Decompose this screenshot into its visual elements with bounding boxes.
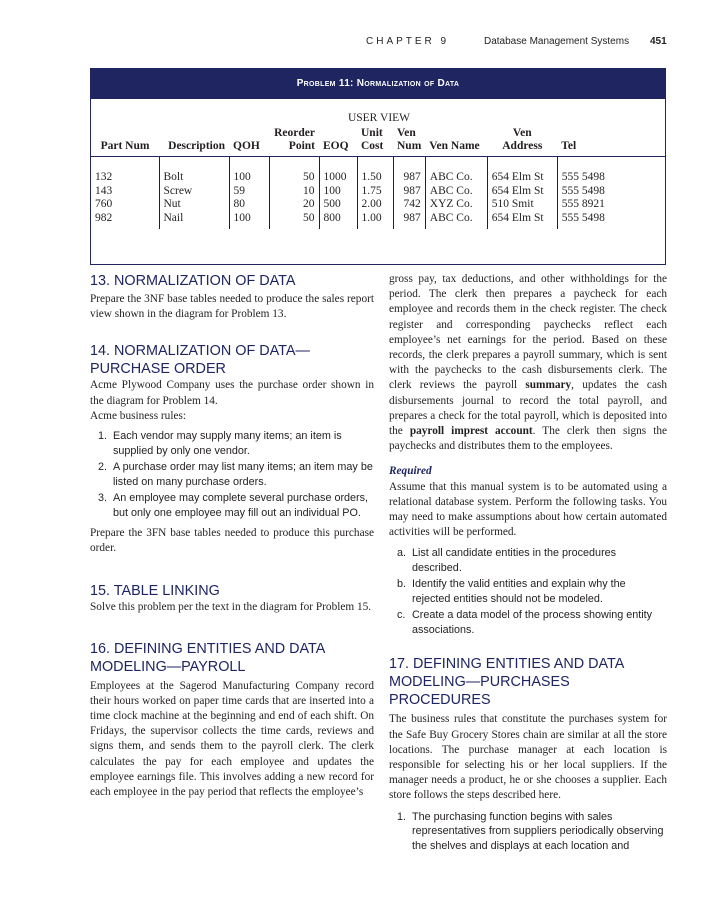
section-14-rules-label: Acme business rules: (90, 409, 187, 422)
col-head: Tel (557, 140, 665, 157)
cell: Bolt (159, 157, 229, 185)
cell: 982 (95, 211, 113, 224)
cell: 1.00 (357, 212, 393, 230)
section-14-intro: Acme Plywood Company uses the purchase order shown in the diagram for Problem 14. (90, 379, 374, 407)
required-text: Assume that this manual system is to be automated using a relational database system. Perform the following tasks. You may need to make assumptions about how certain automated activities will be performed. (389, 480, 667, 539)
cell: 10 (269, 185, 319, 199)
cell: 555 5498 (557, 185, 665, 199)
col-head: Ven Name (425, 140, 487, 157)
list-item: 3. An employee may complete several purchase orders, but only one employee may fill out an individual PO. (98, 492, 369, 519)
cell: ABC Co. (425, 157, 487, 185)
header-row-2 (91, 140, 665, 157)
section-15-text: Solve this problem per the text in the diagram for Problem 15. (90, 601, 372, 614)
cell: 555 5498 (557, 212, 665, 230)
col-head: EOQ (319, 140, 357, 157)
cell: 132 (95, 171, 113, 183)
cell: 1.75 (357, 185, 393, 199)
tasks-list (389, 546, 667, 637)
table-row (91, 212, 665, 230)
cell: 800 (319, 212, 357, 230)
section-13-text: Prepare the 3NF base tables needed to produce the sales report view shown in the diagram for Problem 13. (90, 293, 374, 321)
col-head: Num (393, 140, 425, 157)
purchases-steps-list (389, 810, 667, 854)
problem-figure (90, 68, 666, 265)
cell: 654 Elm St (487, 157, 557, 185)
cell: 760 (95, 198, 113, 210)
cell: 2.00 (357, 198, 393, 212)
col-head: Part Num (91, 140, 159, 157)
cell: 59 (229, 185, 269, 199)
section-15-title: 15. TABLE LINKING (90, 583, 220, 600)
cell: 654 Elm St (487, 212, 557, 230)
col-head: QOH (229, 140, 269, 157)
col-head: Cost (357, 140, 393, 157)
cell: Nut (159, 198, 229, 212)
figure-title: Problem 11: Normalization of Data (91, 69, 665, 99)
section-17-title: 17. DEFINING ENTITIES AND DATA MODELING—PURCHASES PROCEDURES (389, 656, 624, 709)
cell: ABC Co. (425, 185, 487, 199)
cell: Screw (159, 185, 229, 199)
list-item: a. List all candidate entities in the procedures described. (397, 547, 617, 574)
figure-subtitle: USER VIEW (347, 112, 411, 124)
cell: 510 Smit (487, 198, 557, 212)
cell: 987 (393, 185, 425, 199)
col-head: Address (487, 140, 557, 157)
cell: 100 (319, 185, 357, 199)
list-item: b. Identify the valid entities and explain why the rejected entities should not be modeled. (397, 578, 626, 605)
list-item: 1. The purchasing function begins with sales representatives from suppliers periodically observing the shelves and displays at each location and (397, 810, 664, 852)
business-rules-list (90, 429, 374, 520)
cell: 100 (229, 157, 269, 185)
cell: 555 8921 (557, 198, 665, 212)
cell: Nail (159, 212, 229, 230)
section-16-title: 16. DEFINING ENTITIES AND DATA MODELING—PAYROLL (90, 640, 325, 675)
table-row (91, 157, 665, 185)
section-14-title: 14. NORMALIZATION OF DATA—PURCHASE ORDER (90, 343, 310, 378)
left-column (90, 272, 374, 800)
col-head: Ven (512, 127, 532, 139)
header-row-1 (91, 127, 665, 140)
cell: 20 (269, 198, 319, 212)
required-label: Required (389, 465, 432, 478)
section-14-text: Prepare the 3FN base tables needed to produce this purchase order. (90, 527, 374, 555)
page-number: 451 (650, 36, 667, 47)
col-head: Description (159, 140, 229, 157)
right-column (389, 272, 667, 853)
cell: 654 Elm St (487, 185, 557, 199)
running-header (0, 36, 719, 50)
cell: 555 5498 (557, 157, 665, 185)
cell: ABC Co. (425, 212, 487, 230)
cell: 742 (393, 198, 425, 212)
list-item: 1. Each vendor may supply many items; an item is supplied by only one vendor. (98, 430, 342, 457)
list-item: 2. A purchase order may list many items; an item may be listed on many purchase orders. (98, 461, 373, 488)
cell: 80 (229, 198, 269, 212)
cell: 50 (269, 157, 319, 185)
table-row (91, 185, 665, 199)
cell: 100 (229, 212, 269, 230)
section-13-title: 13. NORMALIZATION OF DATA (90, 273, 296, 289)
col-head: Unit (361, 127, 383, 139)
list-item: c. Create a data model of the process showing entity associations. (397, 609, 653, 636)
cell: 987 (393, 157, 425, 185)
section-16-text: Employees at the Sagerod Manufacturing Company record their hours worked on paper time cards that are inserted into a time clock machine at the beginning and end of each shift. On Fridays, the supervisor collects the time cards, reviews and signs them, and sends them to the payroll clerk. The clerk calculates the pay for each employee and updates the employee earnings file. This involves adding a new record for each employee in the pay period that reflects the employee’s (90, 679, 374, 799)
section-17-text: The business rules that constitute the purchases system for the Safe Buy Grocery Stores chain are similar at all the store locations. The purchase manager at each location is responsible for selecting his or her local suppliers. If the manager needs a product, he or she chooses a supplier. Each store follows the steps described here. (389, 713, 667, 802)
col-head: Ven (397, 127, 416, 139)
cell: 1.50 (357, 157, 393, 185)
col-head: Point (269, 140, 319, 157)
cell: 1000 (319, 157, 357, 185)
col-head: Reorder (274, 127, 315, 139)
cell: 143 (95, 184, 113, 197)
cell: 500 (319, 198, 357, 212)
table-row (91, 198, 665, 212)
cell: XYZ Co. (425, 198, 487, 212)
section-16-continued: gross pay, tax deductions, and other withholdings for the period. The clerk then prepares a paycheck for each employee and records them in the check register. The check register and corresponding paychecks reflect each employee’s net earnings for the period. Based on these records, the clerk prepares a payroll summary, which is sent with the paychecks to the cash disbursements clerk. The clerk reviews the payroll summary, updates the cash disbursements journal to record the total payroll, and prepares a check for the total payroll, which is deposited into the payroll imprest account. The clerk then signs the paychecks and distributes them to the employees. (389, 273, 668, 453)
section-title: Database Management Systems (484, 36, 630, 47)
cell: 987 (393, 212, 425, 230)
chapter-label: CHAPTER 9 (366, 36, 450, 47)
cell: 50 (269, 212, 319, 230)
user-view-table (91, 127, 665, 229)
